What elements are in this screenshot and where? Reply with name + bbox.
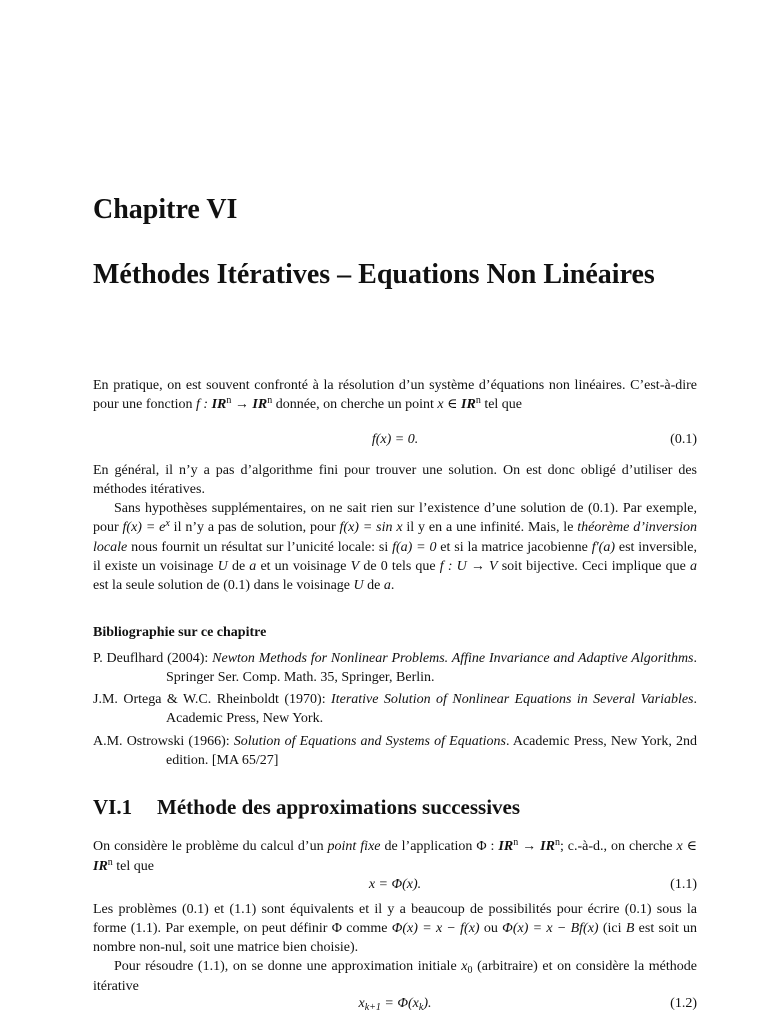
equation-1-1 — [93, 875, 697, 894]
intro-paragraph-2: En général, il n’y a pas d’algorithme fini pour trouver une solution. On est donc obligé d’utiliser des méthodes itératives. — [93, 463, 697, 497]
section-title: Méthode des approximations successives — [157, 795, 521, 819]
section-heading — [93, 795, 520, 820]
emphasis-theorem: théorème d’inversion locale — [93, 520, 697, 555]
bib-entry: J.M. Ortega & W.C. Rheinboldt (1970): Iterative Solution of Nonlinear Equations in Several Variables. Academic Press, New York. — [93, 692, 698, 726]
bib-entry: A.M. Ostrowski (1966): Solution of Equations and Systems of Equations. Academic Press, New York, 2nd edition. [MA 65/27] — [93, 734, 697, 768]
section-number: VI.1 — [93, 795, 133, 819]
section-paragraph-1: On considère le problème du calcul d’un point fixe de l’application Φ : $IR^n \to IR^n$; c.-à-d., on cherche x ∈ $IR^n$ tel que — [93, 837, 697, 874]
chapter-title: Méthodes Itératives – Equations Non Linéaires — [93, 259, 655, 290]
bib-entry: P. Deuflhard (2004): Newton Methods for Nonlinear Problems. Affine Invariance and Adaptive Algorithms. Springer Ser. Comp. Math. 35, Springer, Berlin. — [93, 651, 697, 685]
bibliography-heading: Bibliographie sur ce chapitre — [93, 625, 267, 640]
equation-0-1-number: (0.1) — [670, 432, 697, 447]
intro-paragraph-1: En pratique, on est souvent confronté à la résolution d’un système d’équations non linéaires. C’est-à-dire pour une fonction f : $IR^n \to IR^n$ donnée, on cherche un point x ∈ $IR^n$ tel que — [93, 378, 697, 412]
equation-1-2 — [93, 994, 697, 1013]
section-paragraph-3: Pour résoudre (1.1), on se donne une approximation initiale $x_0$ (arbitraire) et on considère la méthode itérative — [93, 959, 697, 994]
equation-0-1-body: f(x) = 0. — [371, 432, 419, 447]
chapter-number: Chapitre VI — [93, 194, 238, 225]
intro-paragraph-3: Sans hypothèses supplémentaires, on ne sait rien sur l’existence d’une solution de (0.1). Par exemple, pour $f(x) = e^x$ il n’y a pas de solution, pour f(x) = sin x il y en a une infinité. Mais, le théorème d’inversion locale nous fournit un résultat sur l’unicité locale: si f(a) = 0 et si la matrice jacobienne f′(a) est inversible, il existe un voisinage U de a et un voisinage V de 0 tels que f : U → V soit bijective. Ceci implique que a est la seule solution de (0.1) dans le voisinage U de a. — [93, 501, 698, 593]
equation-1-2-body: $x_{k+1} = \Phi(x_k)$. — [358, 996, 432, 1013]
equation-0-1 — [93, 430, 697, 449]
section-paragraph-2: Les problèmes (0.1) et (1.1) sont équivalents et il y a beaucoup de possibilités pour écrire (0.1) sous la forme (1.1). Par exemple, on peut définir Φ comme Φ(x) = x − f(x) ou Φ(x) = x − Bf(x) (ici B est soit un nombre non-nul, soit une matrice bien choisie). — [93, 902, 698, 955]
equation-1-1-number: (1.1) — [670, 877, 697, 892]
equation-1-1-body: x = Φ(x). — [368, 877, 422, 892]
equation-1-2-number: (1.2) — [670, 996, 697, 1011]
